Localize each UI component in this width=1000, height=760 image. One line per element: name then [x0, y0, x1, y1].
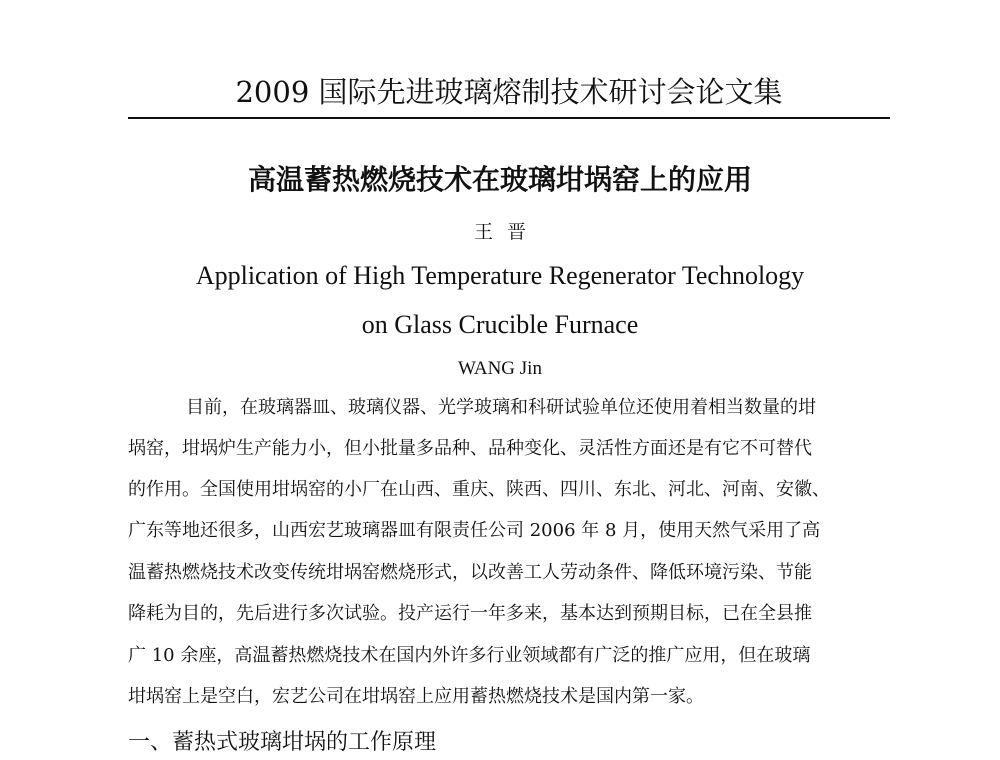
body-paragraph-line-1: 目前，在玻璃器皿、玻璃仪器、光学玻璃和科研试验单位还使用着相当数量的坩: [186, 397, 816, 418]
paper-title-english-line-2: on Glass Crucible Furnace: [361, 310, 639, 339]
body-paragraph-line-4: 广东等地还很多，山西宏艺玻璃器皿有限责任公司 2006 年 8 月，使用天然气采用了高: [128, 520, 821, 541]
body-paragraph-line-6: 降耗为目的，先后进行多次试验。投产运行一年多来，基本达到预期目标，已在全县推: [128, 603, 812, 624]
body-paragraph-line-8: 坩埚窑上是空白，宏艺公司在坩埚窑上应用蓄热燃烧技术是国内第一家。: [128, 686, 704, 707]
body-paragraph-line-5: 温蓄热燃烧技术改变传统坩埚窑燃烧形式，以改善工人劳动条件、降低环境污染、节能: [128, 562, 812, 583]
author-name-chinese: 王晋: [473, 221, 540, 243]
paper-title-english-line-1: Application of High Temperature Regenerator Technology: [195, 261, 805, 290]
body-paragraph-line-2: 埚窑，坩埚炉生产能力小，但小批量多品种、品种变化、灵活性方面还是有它不可替代: [128, 438, 812, 459]
author-name-english: WANG Jin: [458, 358, 542, 379]
header-rule: [128, 117, 890, 119]
body-paragraph-line-3: 的作用。全国使用坩埚窑的小厂在山西、重庆、陕西、四川、东北、河北、河南、安徽、: [128, 479, 830, 500]
body-paragraph-line-7: 广 10 余座，高温蓄热燃烧技术在国内外许多行业领域都有广泛的推广应用，但在玻璃: [128, 645, 811, 666]
journal-header-title: 2009 国际先进玻璃熔制技术研讨会论文集: [235, 75, 783, 109]
section-heading: 一、蓄热式玻璃坩埚的工作原理: [128, 730, 437, 755]
paper-title-chinese: 高温蓄热燃烧技术在玻璃坩埚窑上的应用: [247, 163, 752, 196]
